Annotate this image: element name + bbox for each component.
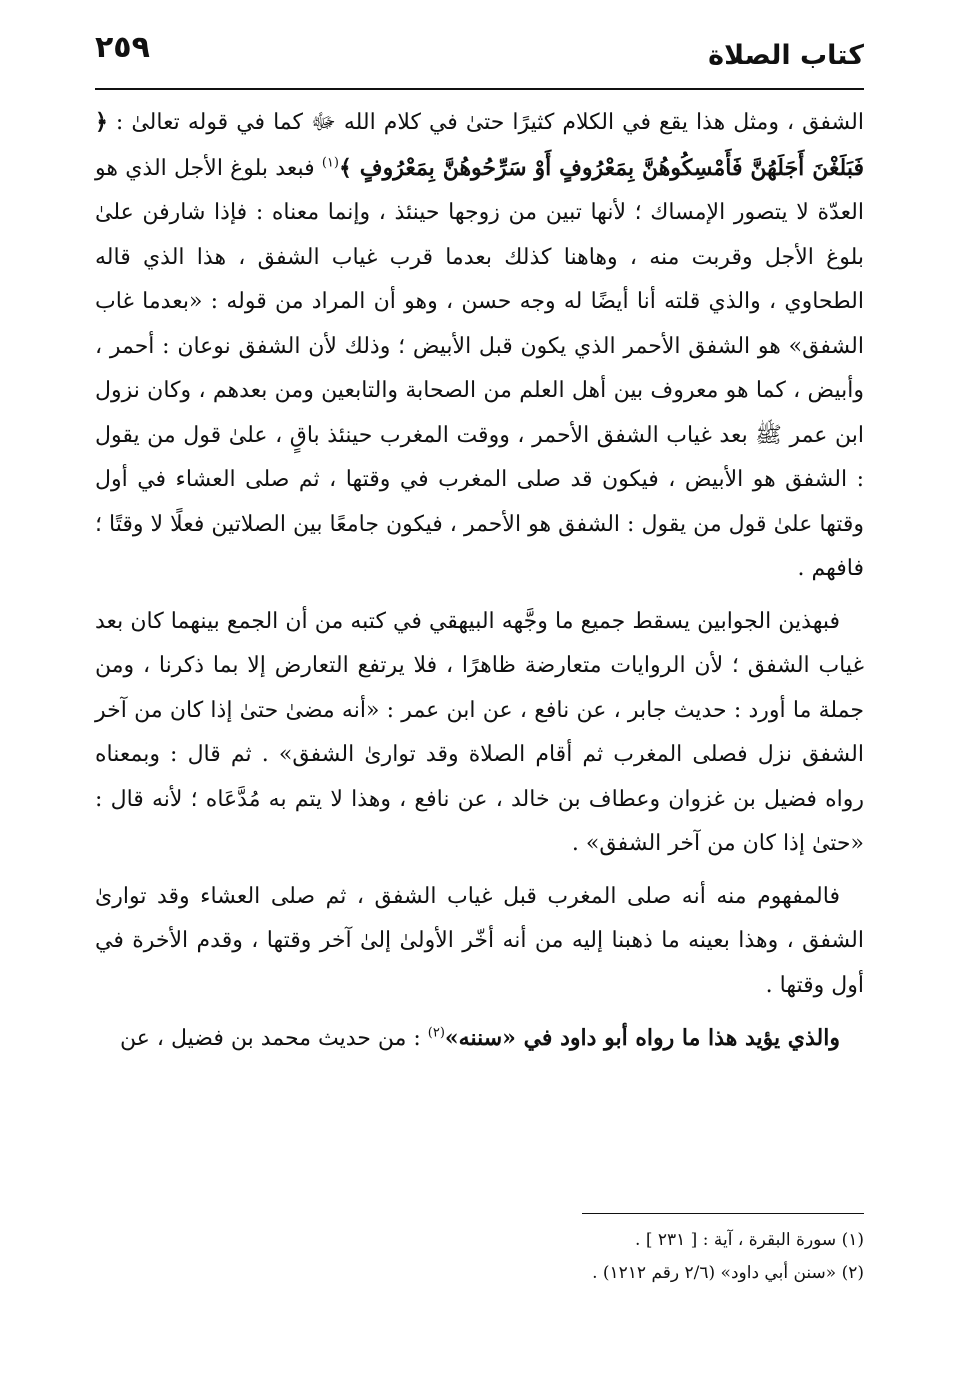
footnote-divider <box>582 1213 864 1214</box>
footnote-ref-2: (٢) <box>427 1025 445 1041</box>
footnotes <box>95 1224 864 1290</box>
paragraph-2: فبهذين الجوابين يسقط جميع ما وجَّهه البيهقي في كتبه من أن الجمع بينهما كان بعد غياب الشفق ؛ لأن الروايات متعارضة ظاهرًا ، فلا يرتفع التعارض إلا بما ذكرنا ، ومن جملة ما أورد : حديث جابر ، عن نافع ، عن ابن عمر : «أنه مضىٰ حتىٰ إذا كان من آخر الشفق نزل فصلى المغرب ثم أقام الصلاة وقد توارىٰ الشفق» . ثم قال : وبمعناه رواه فضيل بن غزوان وعطاف بن خالد ، عن نافع ، وهذا لا يتم به مُدَّعَاه ؛ لأنه قال : «حتىٰ إذا كان من آخر الشفق» . <box>95 608 864 856</box>
paragraph-1-intro: الشفق ، ومثل هذا يقع في الكلام كثيرًا حتىٰ في كلام الله ﷻ كما في قوله تعالىٰ : <box>115 110 864 135</box>
page-header <box>95 28 864 88</box>
paragraph-1 <box>95 100 864 592</box>
paragraph-4-rest: : من حديث محمد بن فضيل ، عن <box>120 1026 428 1051</box>
paragraph-1-rest: فبعد بلوغ الأجل الذي هو العدّة لا يتصور الإمساك ؛ لأنها تبين من زوجها حينئذ ، وإنما معناه : فإذا شارفن علىٰ بلوغ الأجل وقربت منه ، وهاهنا كذلك بعدما قرب غياب الشفق ، هذا الذي قاله الطحاوي ، والذي قلته أنا أيضًا له وجه حسن ، وهو أن المراد من قوله : «بعدما غاب الشفق» هو الشفق الأحمر الذي يكون قبل الأبيض ؛ وذلك لأن الشفق نوعان : أحمر ، وأبيض ، كما هو معروف بين أهل العلم من الصحابة والتابعين ومن بعدهم ، وكان نزول ابن عمر ﷺ بعد غياب الشفق الأحمر ، ووقت المغرب حينئذ باقٍ ، علىٰ قول من يقول : الشفق هو الأبيض ، فيكون قد صلى المغرب في وقتها ، ثم صلى العشاء في أول وقتها علىٰ قول من يقول : الشفق هو الأحمر ، فيكون جامعًا بين الصلاتين فعلًا لا وقتًا ؛ فافهم . <box>95 155 864 581</box>
header-divider <box>95 88 864 90</box>
footnote-1: (١) سورة البقرة ، آية : [ ٢٣١ ] . <box>635 1230 864 1250</box>
paragraph-4 <box>95 1016 864 1062</box>
footnote-2: (٢) «سنن أبي داود» (٢/٦ رقم ١٢١٢) . <box>592 1263 864 1283</box>
main-text <box>95 100 864 1062</box>
paragraph-3: فالمفهوم منه أنه صلى المغرب قبل غياب الشفق ، ثم صلى العشاء وقد توارىٰ الشفق ، وهذا بعينه ما ذهبنا إليه من أنه أخّر الأولىٰ إلىٰ آخر وقتها ، وقدم الأخرة في أول وقتها . <box>95 883 864 998</box>
chapter-title: كتاب الصلاة <box>708 40 864 71</box>
footnote-ref-1: (١) <box>321 155 339 171</box>
paragraph-4-bold: والذي يؤيد هذا ما رواه أبو داود في «سننه» <box>444 1025 840 1051</box>
page-number: ٢٥٩ <box>95 30 150 65</box>
quran-verse: ﴿ فَبَلَغْنَ أَجَلَهُنَّ فَأَمْسِكُوهُنَّ بِمَعْرُوفٍ أَوْ سَرِّحُوهُنَّ بِمَعْرُوفٍ ﴾ <box>95 109 864 181</box>
